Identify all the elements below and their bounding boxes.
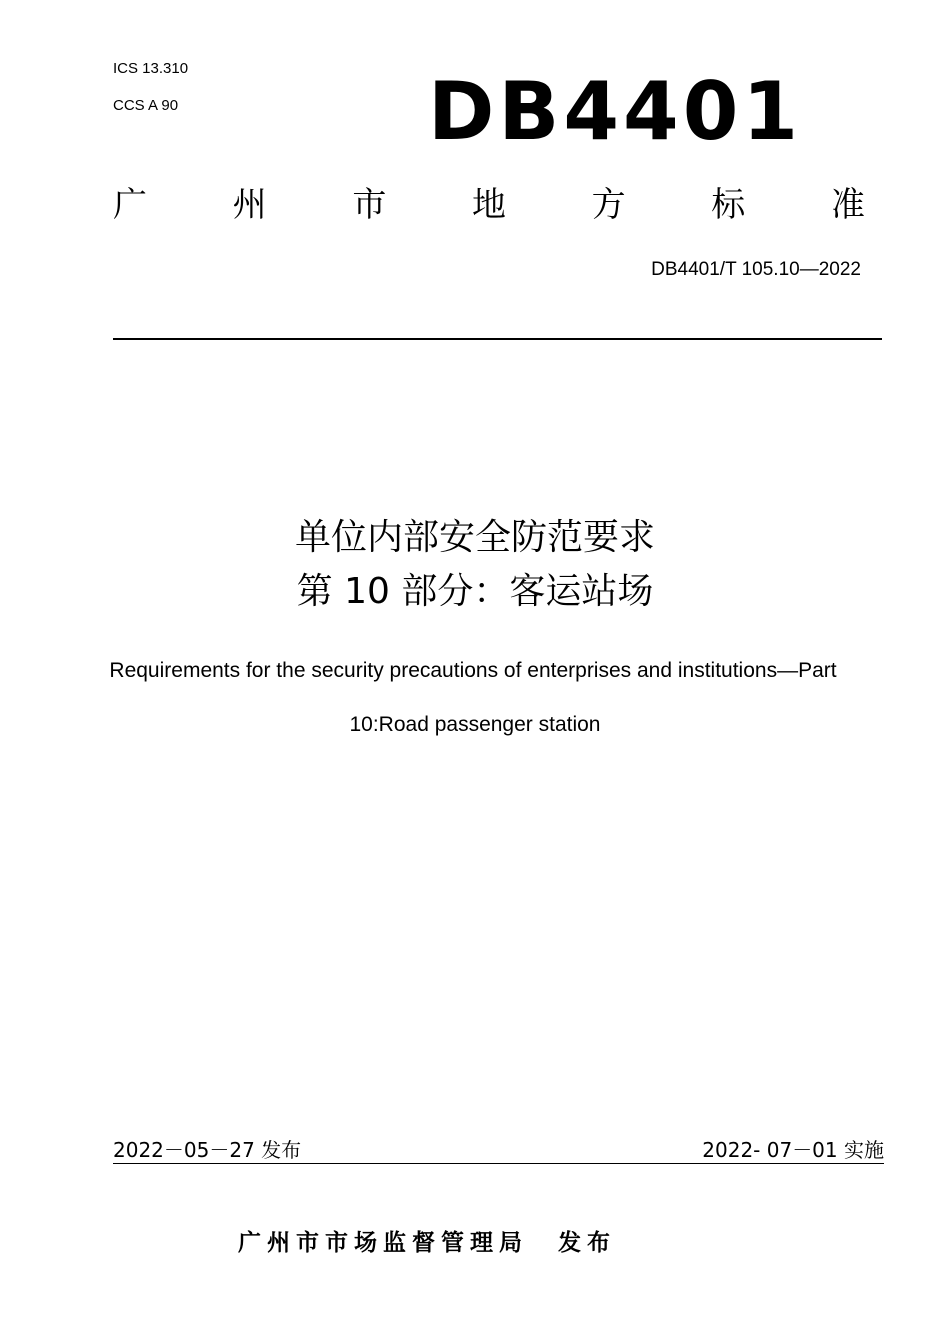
chinese-title-line-1: 单位内部安全防范要求 <box>294 517 655 558</box>
standard-logo-text: DB4401 <box>428 65 803 158</box>
standard-type-char: 准 <box>830 185 865 225</box>
standard-type-char: 州 <box>232 185 267 225</box>
ccs-code: CCS A 90 <box>113 97 179 114</box>
chinese-title-line-2: 第 10 部分：客运站场 <box>296 571 654 612</box>
standard-type-char: 标 <box>711 185 746 225</box>
dates-row <box>113 1137 884 1164</box>
standard-number: DB4401/T 105.10—2022 <box>651 259 861 280</box>
issue-date: 2022－05－27 发布 <box>113 1138 302 1162</box>
ics-code: ICS 13.310 <box>113 60 189 77</box>
standard-type-heading <box>113 185 865 225</box>
standard-type-char: 市 <box>352 185 387 225</box>
header-divider <box>113 338 882 340</box>
standard-type-char: 方 <box>591 185 626 225</box>
standard-type-char: 广 <box>113 185 147 225</box>
publisher-name: 广州市市场监督管理局 <box>238 1230 528 1256</box>
publish-action: 发布 <box>558 1230 616 1256</box>
implementation-date: 2022- 07－01 实施 <box>702 1138 884 1162</box>
english-title-line-1: Requirements for the security precautions of enterprises and institutions—Part <box>109 659 837 682</box>
publisher-line <box>238 1224 616 1257</box>
standard-type-char: 地 <box>471 185 506 225</box>
english-title-line-2: 10:Road passenger station <box>349 713 601 736</box>
